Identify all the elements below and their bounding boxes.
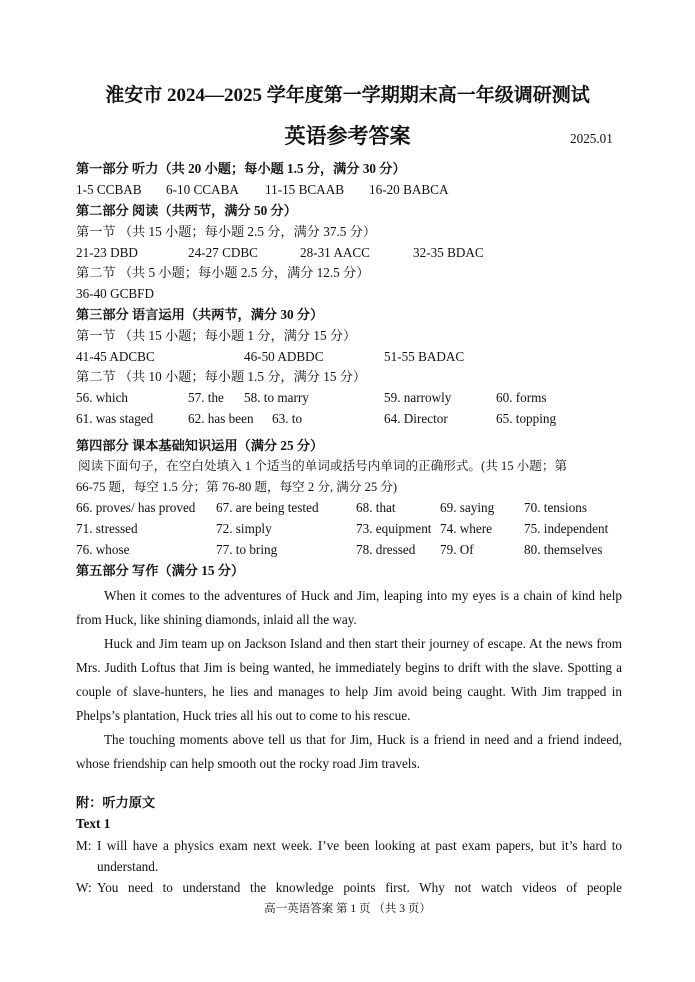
- answer-item: 63. to: [272, 411, 303, 426]
- speaker-label: W:: [76, 880, 92, 895]
- answer-item: 66. proves/ has proved: [76, 500, 196, 515]
- answer-item: 71. stressed: [76, 521, 138, 536]
- part2-section1-heading: 第一节 （共 15 小题；每小题 2.5 分，满分 37.5 分）: [76, 224, 377, 239]
- answer-item: 75. independent: [524, 521, 609, 536]
- answer-item: 65. topping: [496, 411, 557, 426]
- answer-group: 24-27 CDBC: [188, 245, 258, 260]
- essay-paragraph-3: The touching moments above tell us that for Jim, Huck is a friend in need and a friend indeed, whose friendship can help smooth out the rocky road Jim travels.: [76, 732, 622, 771]
- speaker-label: M:: [76, 838, 92, 853]
- exam-date: 2025.01: [570, 131, 613, 146]
- part4-answers-row: [0, 521, 695, 537]
- answer-group: 1-5 CCBAB: [76, 182, 142, 197]
- part4-answers-row: [0, 500, 695, 516]
- part1-heading: 第一部分 听力（共 20 小题；每小题 1.5 分，满分 30 分）: [76, 161, 406, 176]
- answer-item: 72. simply: [216, 521, 272, 536]
- answer-item: 58. to marry: [244, 390, 309, 405]
- dialogue-line: [76, 877, 622, 898]
- dialogue-line: [76, 835, 622, 877]
- part2-section1-answers-row: [0, 245, 695, 261]
- answer-group: 51-55 BADAC: [384, 349, 465, 364]
- answer-group: 41-45 ADCBC: [76, 349, 155, 364]
- part2-section2-heading: 第二节 （共 5 小题；每小题 2.5 分，满分 12.5 分）: [76, 265, 370, 280]
- answer-group: 28-31 AACC: [300, 245, 370, 260]
- page-footer: 高一英语答案 第 1 页 （共 3 页）: [264, 903, 431, 915]
- exam-title: 淮安市 2024—2025 学年度第一学期期末高一年级调研测试: [105, 85, 590, 106]
- answer-item: 62. has been: [188, 411, 254, 426]
- part3-section1-answers-row: [0, 349, 695, 365]
- essay-paragraph-2: Huck and Jim team up on Jackson Island and then start their journey of escape. At the news from Mrs. Judith Loftus that Jim is being wanted, he immediately begins to drift with the slave. Spotting a couple of slave-hunters, he lies and manages to help Jim avoid being caught. With Jim trapped in Phelps’s plantation, Huck tries all his out to come to his rescue.: [76, 636, 622, 723]
- part3-section2-row: [0, 411, 695, 427]
- text-title: Text 1: [76, 816, 111, 831]
- answer-item: 70. tensions: [524, 500, 588, 515]
- answer-group: 6-10 CCABA: [166, 182, 239, 197]
- answer-item: 56. which: [76, 390, 129, 405]
- dialogue-text: I will have a physics exam next week. I’ve been looking at past exam papers, but it’s hard to understand.: [97, 838, 622, 874]
- essay-paragraph-1: When it comes to the adventures of Huck and Jim, leaping into my eyes is a chain of kind help from Huck, like shining diamonds, inlaid all the way.: [76, 588, 622, 627]
- answer-item: 77. to bring: [216, 542, 278, 557]
- answer-item: 80. themselves: [524, 542, 603, 557]
- appendix-heading: 附：听力原文: [76, 795, 156, 810]
- answer-item: 57. the: [188, 390, 224, 405]
- answer-item: 74. where: [440, 521, 492, 536]
- answer-item: 60. forms: [496, 390, 547, 405]
- part4-heading: 第四部分 课本基础知识运用（满分 25 分）: [76, 438, 324, 453]
- part3-section2-row: [0, 390, 695, 406]
- answer-item: 79. Of: [440, 542, 474, 557]
- part4-instruction-line2: 66-75 题，每空 1.5 分；第 76-80 题，每空 2 分, 满分 25 分): [76, 480, 398, 494]
- answer-key-title: 英语参考答案: [284, 124, 411, 148]
- answer-item: 69. saying: [440, 500, 495, 515]
- part4-answers-row: [0, 542, 695, 558]
- answer-group: 46-50 ADBDC: [244, 349, 324, 364]
- answer-group: 32-35 BDAC: [413, 245, 484, 260]
- part4-instruction-line1: 阅读下面句子，在空白处填入 1 个适当的单词或括号内单词的正确形式。(共 15 小题；第: [78, 459, 568, 473]
- answer-item: 59. narrowly: [384, 390, 452, 405]
- answer-group: 16-20 BABCA: [369, 182, 449, 197]
- answer-item: 64. Director: [384, 411, 448, 426]
- part1-answers-row: [0, 182, 695, 198]
- answer-item: 78. dressed: [356, 542, 416, 557]
- answer-item: 67. are being tested: [216, 500, 319, 515]
- answer-item: 73. equipment: [356, 521, 432, 536]
- part3-heading: 第三部分 语言运用（共两节，满分 30 分）: [76, 307, 324, 322]
- part3-section2-heading: 第二节 （共 10 小题；每小题 1.5 分，满分 15 分）: [76, 369, 367, 384]
- answer-item: 68. that: [356, 500, 396, 515]
- answer-group: 21-23 DBD: [76, 245, 138, 260]
- answer-item: 76. whose: [76, 542, 130, 557]
- answer-item: 61. was staged: [76, 411, 154, 426]
- part3-section1-heading: 第一节 （共 15 小题；每小题 1 分，满分 15 分）: [76, 328, 357, 343]
- answer-group: 11-15 BCAAB: [265, 182, 345, 197]
- part2-heading: 第二部分 阅读（共两节，满分 50 分）: [76, 203, 297, 218]
- part5-heading: 第五部分 写作（满分 15 分）: [76, 563, 245, 578]
- dialogue-text: You need to understand the knowledge points first. Why not watch videos of people: [97, 880, 622, 895]
- part2-section2-answers: 36-40 GCBFD: [76, 286, 155, 301]
